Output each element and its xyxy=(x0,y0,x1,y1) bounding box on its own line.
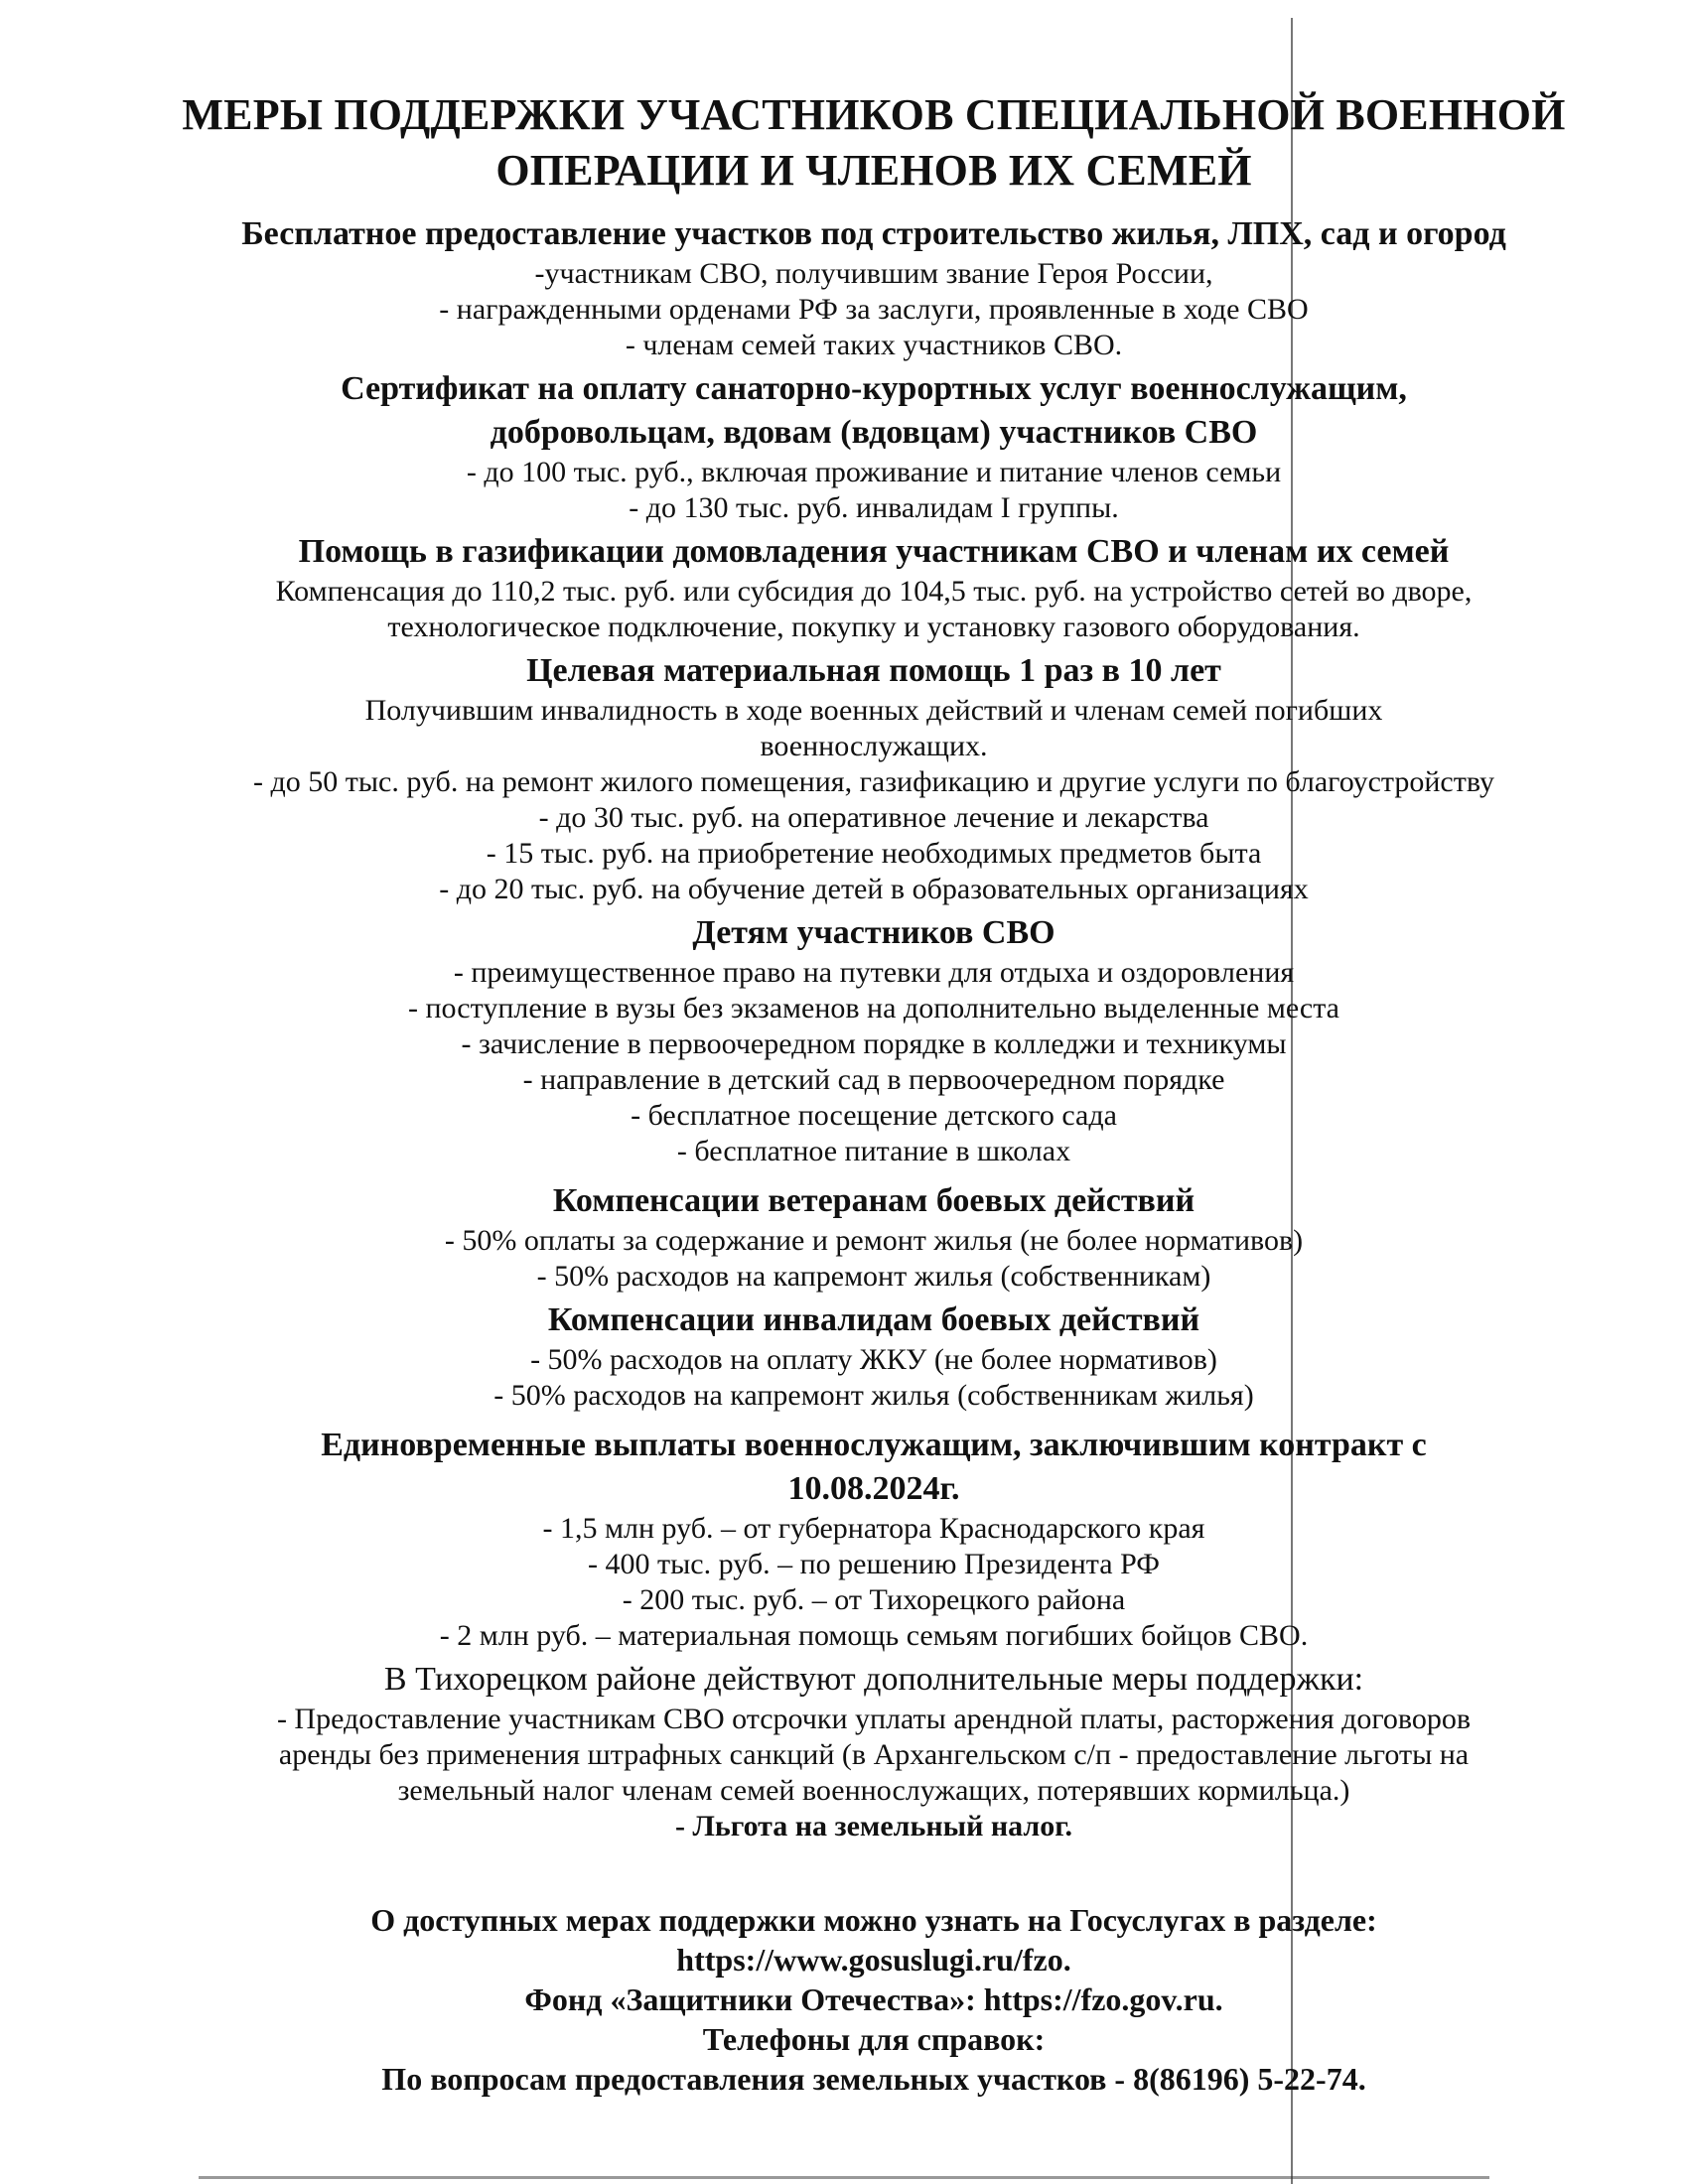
section-line: - 50% оплаты за содержание и ремонт жилья (не более нормативов) xyxy=(444,1224,1304,1257)
section-line: - 200 тыс. руб. – от Тихорецкого района xyxy=(622,1583,1126,1616)
footer-info xyxy=(139,1900,1609,2099)
section-sanatorium-certificate xyxy=(139,367,1609,526)
section-gasification xyxy=(139,530,1609,645)
section-local-measures xyxy=(139,1658,1609,1844)
section-heading: добровольцам, вдовам (вдовцам) участников СВО xyxy=(490,414,1258,451)
section-veterans-compensation xyxy=(139,1179,1609,1295)
section-line: - до 50 тыс. руб. на ремонт жилого помещения, газификацию и другие услуги по благоустройству xyxy=(253,765,1494,798)
section-disabled-compensation xyxy=(139,1298,1609,1414)
section-line: - 2 млн руб. – материальная помощь семьям погибших бойцов СВО. xyxy=(439,1619,1309,1652)
section-line: земельный налог членам семей военнослужащих, потерявших кормильца.) xyxy=(397,1774,1350,1807)
title-line-2: ОПЕРАЦИИ И ЧЛЕНОВ ИХ СЕМЕЙ xyxy=(495,146,1252,195)
footer-phone-land: По вопросам предоставления земельных участков - 8(86196) 5-22-74. xyxy=(381,2061,1366,2097)
title-line-1: МЕРЫ ПОДДЕРЖКИ УЧАСТНИКОВ СПЕЦИАЛЬНОЙ ВОЕННОЙ xyxy=(182,90,1566,139)
section-bold-line: - Льгота на земельный налог. xyxy=(674,1810,1072,1843)
footer-gosuslugi-text: О доступных мерах поддержки можно узнать на Госуслугах в разделе: xyxy=(370,1902,1377,1938)
footer-fund-link[interactable]: Фонд «Защитники Отечества»: https://fzo.gov.ru. xyxy=(524,1981,1223,2017)
section-one-time-payments xyxy=(139,1424,1609,1654)
section-line: - преимущественное право на путевки для отдыха и оздоровления xyxy=(453,956,1295,989)
section-line: военнослужащих. xyxy=(760,730,988,762)
section-heading: В Тихорецком районе действуют дополнительные меры поддержки: xyxy=(383,1661,1364,1698)
section-line: - награжденными орденами РФ за заслуги, проявленные в ходе СВО xyxy=(439,293,1309,326)
section-line: - 50% расходов на оплату ЖКУ (не более нормативов) xyxy=(530,1343,1217,1376)
section-line: - 1,5 млн руб. – от губернатора Краснодарского края xyxy=(542,1512,1205,1545)
section-heading: Детям участников СВО xyxy=(692,914,1055,951)
document-body xyxy=(139,87,1609,2099)
section-line: -участникам СВО, получившим звание Героя России, xyxy=(534,257,1213,290)
document-title xyxy=(139,87,1609,199)
section-line: - до 130 тыс. руб. инвалидам I группы. xyxy=(629,491,1119,524)
section-line: - до 20 тыс. руб. на обучение детей в образовательных организациях xyxy=(439,873,1309,905)
section-line: - членам семей таких участников СВО. xyxy=(625,329,1123,361)
section-line: - 400 тыс. руб. – по решению Президента РФ xyxy=(588,1548,1160,1580)
section-line: Компенсация до 110,2 тыс. руб. или субсидия до 104,5 тыс. руб. на устройство сетей во дворе, xyxy=(275,575,1473,608)
section-heading: Компенсации ветеранам боевых действий xyxy=(552,1182,1196,1219)
section-heading: 10.08.2024г. xyxy=(787,1470,960,1507)
section-line: - 50% расходов на капремонт жилья (собственникам) xyxy=(536,1260,1211,1293)
section-targeted-aid xyxy=(139,649,1609,907)
section-heading: Единовременные выплаты военнослужащим, заключившим контракт с xyxy=(321,1427,1427,1463)
section-line: - 50% расходов на капремонт жилья (собственникам жилья) xyxy=(493,1379,1254,1412)
footer-phones-heading: Телефоны для справок: xyxy=(702,2021,1046,2057)
section-line: - Предоставление участникам СВО отсрочки уплаты арендной платы, расторжения договоров xyxy=(276,1703,1472,1735)
section-line: - до 30 тыс. руб. на оперативное лечение и лекарства xyxy=(538,801,1209,834)
section-line: - зачисление в первоочередном порядке в колледжи и техникумы xyxy=(461,1027,1287,1060)
section-children xyxy=(139,911,1609,1169)
section-line: - 15 тыс. руб. на приобретение необходимых предметов быта xyxy=(486,837,1262,870)
section-heading: Целевая материальная помощь 1 раз в 10 лет xyxy=(526,652,1221,689)
section-line: - направление в детский сад в первоочередном порядке xyxy=(522,1063,1225,1096)
section-heading: Бесплатное предоставление участков под строительство жилья, ЛПХ, сад и огород xyxy=(241,215,1506,252)
section-land-plots xyxy=(139,212,1609,363)
section-line: аренды без применения штрафных санкций (в Архангельском с/п - предоставление льготы на xyxy=(278,1738,1470,1771)
footer-gosuslugi-link[interactable]: https://www.gosuslugi.ru/fzo. xyxy=(676,1942,1071,1978)
section-heading: Сертификат на оплату санаторно-курортных услуг военнослужащим, xyxy=(341,370,1407,407)
section-heading: Компенсации инвалидам боевых действий xyxy=(547,1301,1200,1338)
cropped-text-line xyxy=(199,2172,1489,2184)
section-line: - бесплатное питание в школах xyxy=(676,1135,1071,1167)
section-line: - бесплатное посещение детского сада xyxy=(631,1099,1117,1132)
section-line: Получившим инвалидность в ходе военных действий и членам семей погибших xyxy=(364,694,1383,727)
section-line: технологическое подключение, покупку и установку газового оборудования. xyxy=(387,611,1360,643)
section-line: - поступление в вузы без экзаменов на дополнительно выделенные места xyxy=(408,992,1339,1024)
section-heading: Помощь в газификации домовладения участникам СВО и членам их семей xyxy=(298,533,1450,570)
section-line: - до 100 тыс. руб., включая проживание и питание членов семьи xyxy=(466,456,1282,488)
